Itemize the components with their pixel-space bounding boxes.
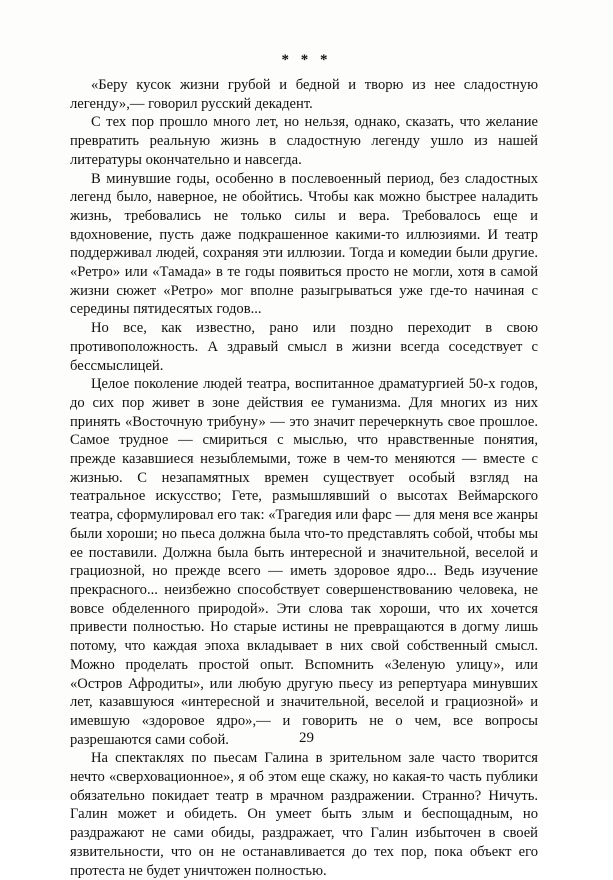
paragraph-3: В минувшие годы, особенно в послевоенный период, без сладостных легенд было, наверное, не обойтись. Чтобы как можно быстрее наладить жизнь, требовались не только силы и вера. Требовалось еще и вдохновение, пусть даже подкрашенное какими-то иллюзиями. И театр поддерживал людей, сохраняя эти иллюзии. Тогда и комедии были другие. «Ретро» или «Тамада» в те годы появиться просто не могли, хотя в самой жизни сюжет «Ретро» мог вполне разыгрываться уже где-то начиная с середины пятидесятых годов... <box>70 170 538 318</box>
paragraph-5: Целое поколение людей театра, воспитанное драматургией 50-х годов, до сих пор живет в зоне действия ее гуманизма. Для многих из них принять «Восточную трибуну» — это значит перечеркнуть свое прошлое. Самое трудное — смириться с мыслью, что нравственные понятия, прежде казавшиеся незыблемыми, тоже в чем-то меняются — вместе с жизнью. С незапамятных времен существует особый взгляд на театральное искусство; Гете, размышлявший о высотах Веймарского театра, сформулировал его так: «Трагедия или фарс — для меня все жанры были хороши; но пьеса должна была что-то представлять собой, чтобы мы ее поставили. Должна была быть интересной и значительной, веселой и грациозной, но прежде всего — иметь здоровое ядро... Ведь изучение прекрасного... неизбежно способствует совершенствованию человека, не вовсе обделенного природой». Эти слова так хороши, что их хочется привести полностью. Но старые истины не превращаются в догму лишь потому, что каждая эпоха вкладывает в них свой собственный смысл. Можно проделать простой опыт. Вспомнить «Зеленую улицу», или «Остров Афродиты», или любую другую пьесу из репертуара минувших лет, казавшуюся «интересной и значительной, веселой и грациозной» и имевшую «здоровое ядро»,— и говорить не о чем, все вопросы разрешаются сами собой. <box>70 376 538 748</box>
paragraph-2: С тех пор прошло много лет, но нельзя, однако, сказать, что желание превратить реальную жизнь в сладостную легенду ушло из нашей литературы окончательно и навсегда. <box>70 114 538 168</box>
page-number: 29 <box>299 730 314 746</box>
section-separator: * * * <box>281 52 332 68</box>
paragraph-6: На спектаклях по пьесам Галина в зрительном зале часто творится нечто «сверховационное», я об этом еще скажу, но какая-то часть публики обязательно покидает театр в мрачном раздражении. Странно? Ничуть. Галин может и обидеть. Он умеет быть злым и беспощадным, но раздражают не сами обиды, раздражает, что Галин избыточен в своей язвительности, что он не останавливается до тех пор, пока объект его протеста не будет уничтожен полностью. <box>70 750 538 879</box>
paragraph-4: Но все, как известно, рано или поздно переходит в свою противоположность. А здравый смысл в жизни всегда соседствует с бессмыслицей. <box>70 320 538 374</box>
body-text <box>70 76 538 880</box>
paragraph-1: «Беру кусок жизни грубой и бедной и творю из нее сладостную легенду»,— говорил русский декадент. <box>70 77 538 112</box>
